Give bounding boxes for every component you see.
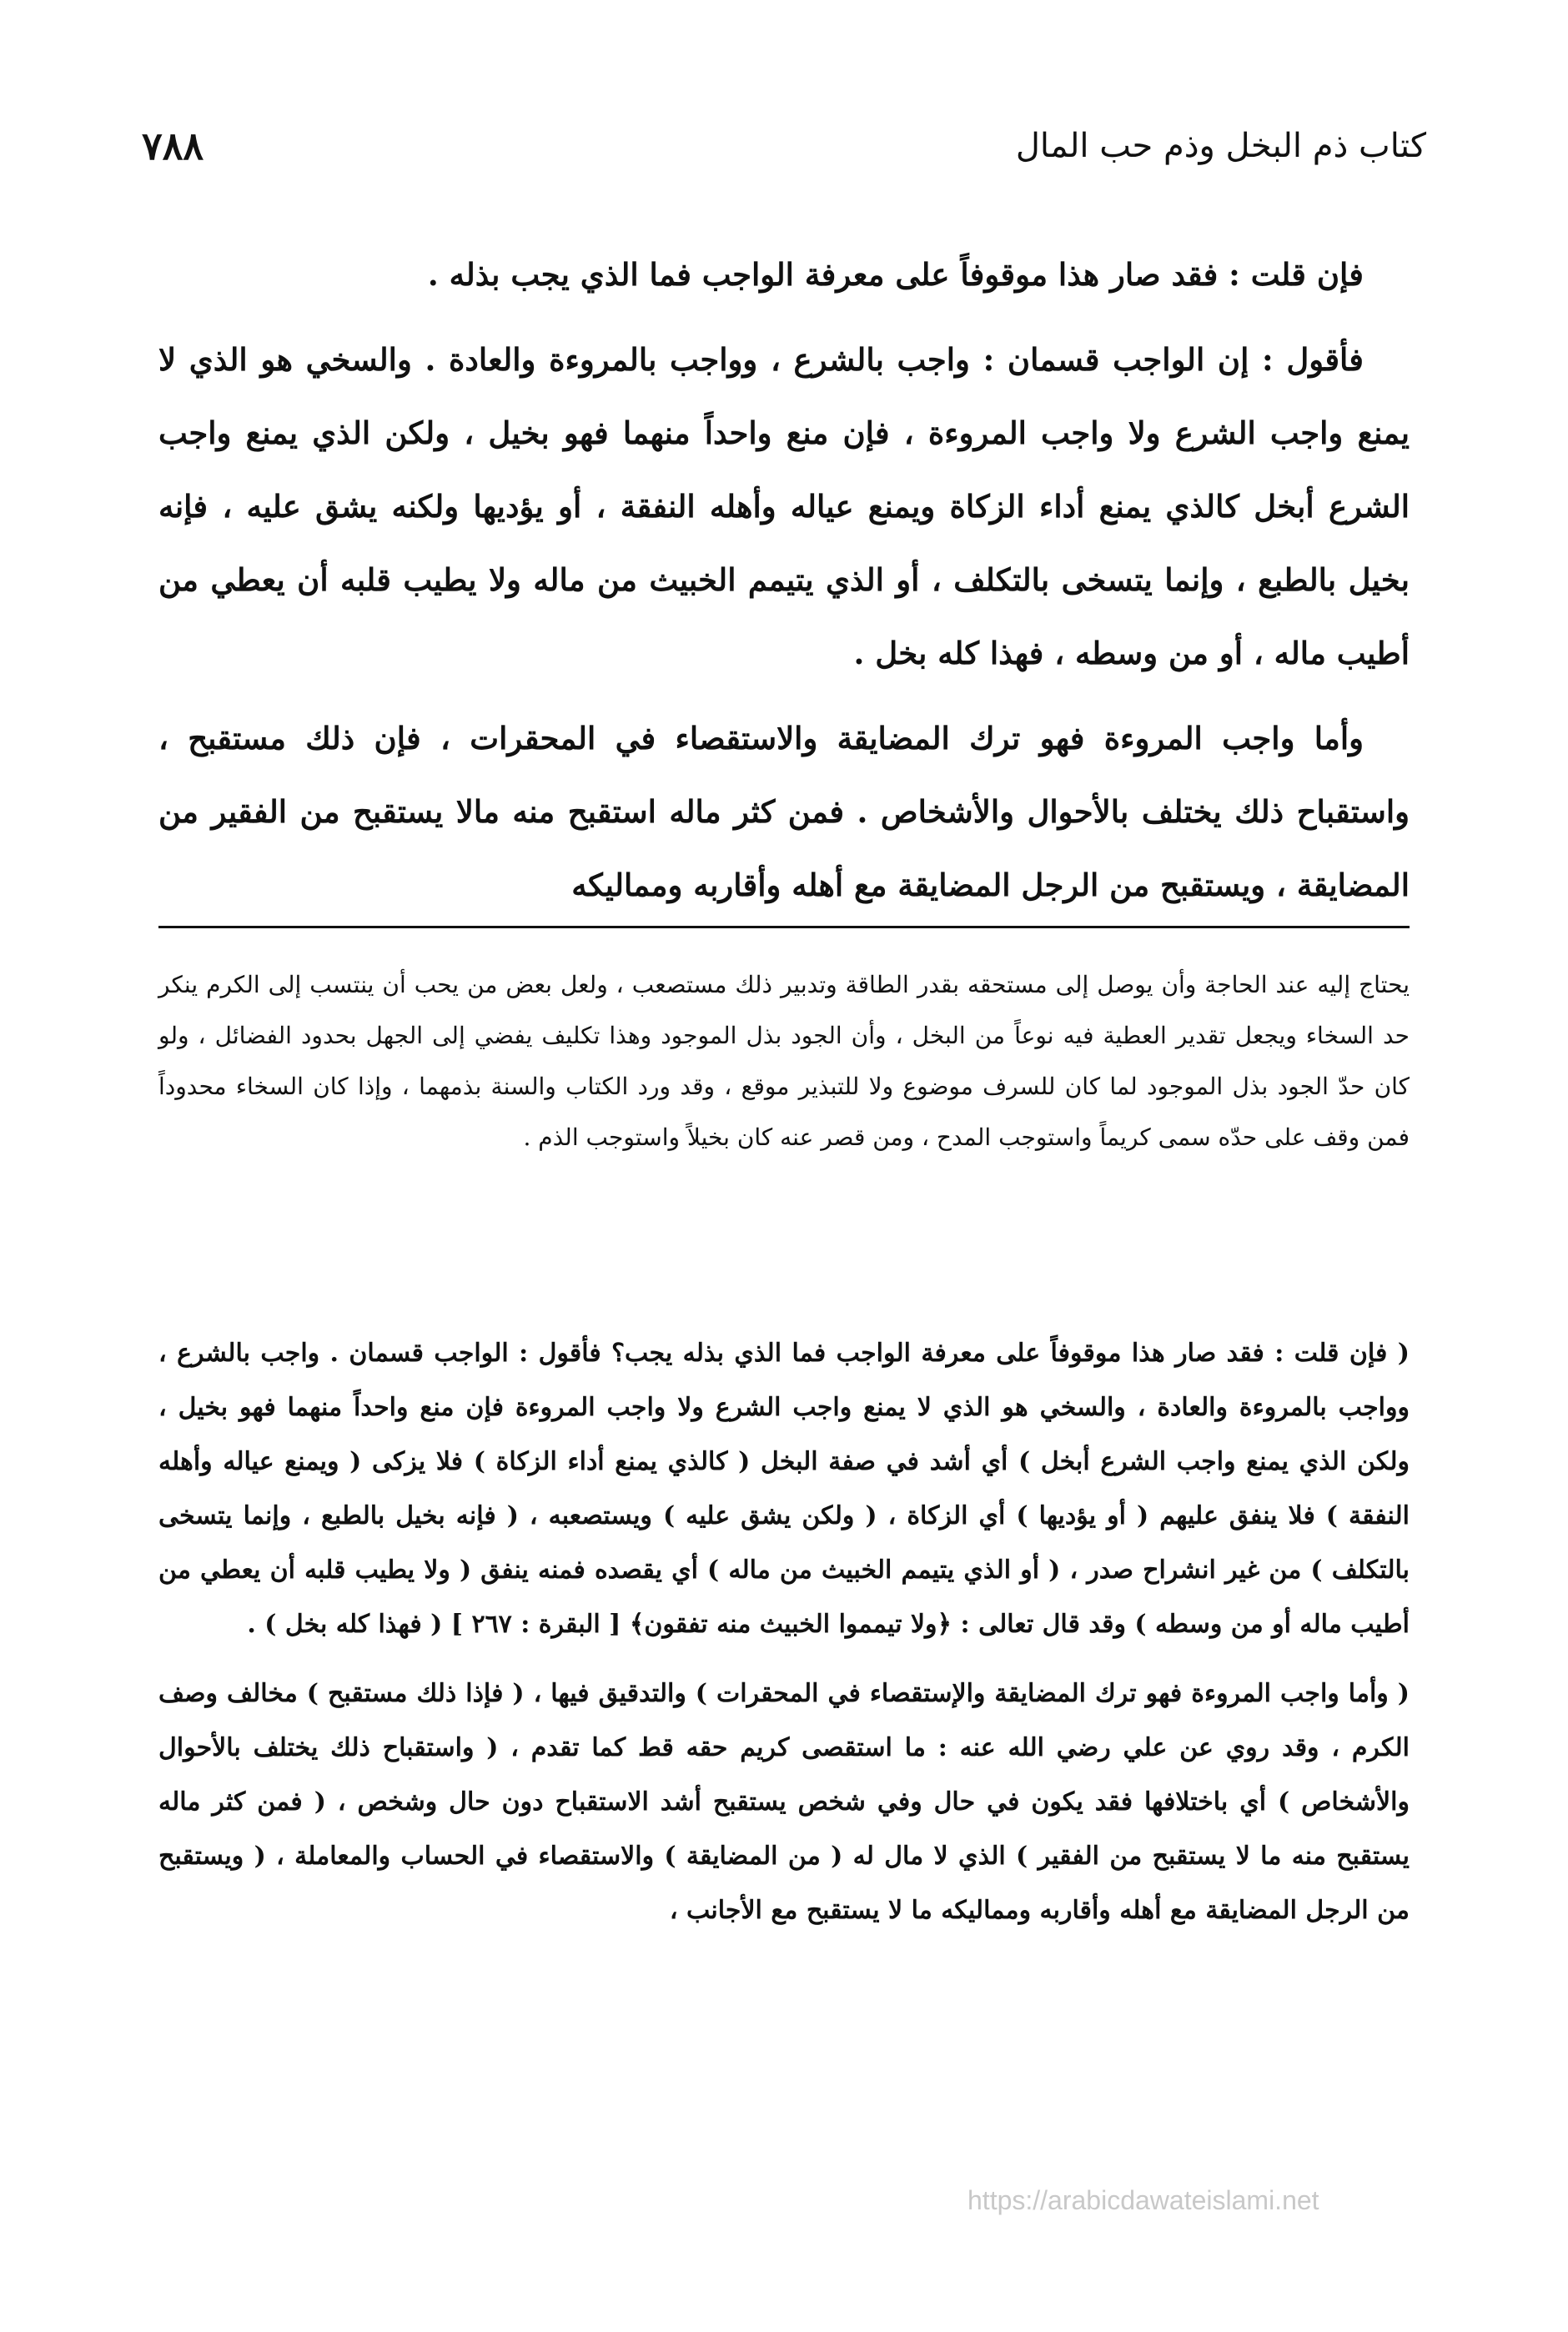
commentary-paragraph: ( وأما واجب المروءة فهو ترك المضايقة والإستقصاء في المحقرات ) والتدقيق فيها ، ( فإذا ذلك مستقبح ) مخالف وصف الكرم ، وقد روي عن علي رضي الله عنه : ما استقصى كريم حقه قط كما تقدم ، ( واستقباح ذلك يختلف بالأحوال والأشخاص ) أي باختلافها فقد يكون في حال وفي شخص يستقبح أشد الاستقباح دون حال وشخص ، ( فمن كثر ماله يستقبح منه ما لا يستقبح من الفقير ) الذي لا مال له ( من المضايقة ) والاستقصاء في الحساب والمعاملة ، ( ويستقبح من الرجل المضايقة مع أهله وأقاربه ومماليكه ما لا يستقبح مع الأجانب ،: [158, 1679, 1410, 1925]
main-text: [158, 238, 1410, 933]
footnote: [158, 959, 1410, 1163]
main-paragraph: وأما واجب المروءة فهو ترك المضايقة والاستقصاء في المحقرات ، فإن ذلك مستقبح ، واستقباح ذلك يختلف بالأحوال والأشخاص . فمن كثر ماله استقبح منه مالا يستقبح من الفقير من المضايقة ، ويستقبح من الرجل المضايقة مع أهله وأقاربه ومماليكه: [158, 720, 1410, 903]
footnote-text: يحتاج إليه عند الحاجة وأن يوصل إلى مستحقه بقدر الطاقة وتدبير ذلك مستصعب ، ولعل بعض من يحب أن ينتسب إلى الكرم ينكر حد السخاء ويجعل تقدير العطية فيه نوعاً من البخل ، وأن الجود بذل الموجود وهذا تكليف يفضي إلى الجهل بحدود الفضائل ، ولو كان حدّ الجود بذل الموجود لما كان للسرف موضوع ولا للتبذير موقع ، وقد ورد الكتاب والسنة بذمهما ، وإذا كان السخاء محدوداً فمن وقف على حدّه سمى كريماً واستوجب المدح ، ومن قصر عنه كان بخيلاً واستوجب الذم .: [158, 971, 1410, 1151]
book-title: كتاب ذم البخل وذم حب المال: [1015, 127, 1426, 165]
footnote-divider: [158, 926, 1410, 928]
watermark-url: https://arabicdawateislami.net: [967, 2185, 1319, 2215]
main-paragraph: فأقول : إن الواجب قسمان : واجب بالشرع ، وواجب بالمروءة والعادة . والسخي هو الذي لا يمنع واجب الشرع ولا واجب المروءة ، فإن منع واحداً منهما فهو بخيل ، ولكن الذي يمنع واجب الشرع أبخل كالذي يمنع أداء الزكاة ويمنع عياله وأهله النفقة ، أو يؤديها ولكنه يشق عليه ، فإنه بخيل بالطبع ، وإنما يتسخى بالتكلف ، أو الذي يتيمم الخبيث من ماله ولا يطيب قلبه أن يعطي من أطيب ماله ، أو من وسطه ، فهذا كله بخل .: [158, 341, 1410, 671]
commentary-paragraph: ( فإن قلت : فقد صار هذا موقوفاً على معرفة الواجب فما الذي بذله يجب؟ فأقول : الواجب قسمان . واجب بالشرع ، وواجب بالمروءة والعادة ، والسخي هو الذي لا يمنع واجب الشرع ولا واجب المروءة فإن منع واحداً منهما فهو بخيل ، ولكن الذي يمنع واجب الشرع أبخل ) أي أشد في صفة البخل ( كالذي يمنع أداء الزكاة ) فلا يزكى ( ويمنع عياله وأهله النفقة ) فلا ينفق عليهم ( أو يؤديها ) أي الزكاة ، ( ولكن يشق عليه ) ويستصعبه ، ( فإنه بخيل بالطبع ، وإنما يتسخى بالتكلف ) من غير انشراح صدر ، ( أو الذي يتيمم الخبيث من ماله ) أي يقصده فمنه ينفق ( ولا يطيب قلبه أن يعطي من أطيب ماله أو من وسطه ) وقد قال تعالى : ﴿ولا تيمموا الخبيث منه تفقون﴾ [ البقرة : ٢٦٧ ] ( فهذا كله بخل ) .: [158, 1339, 1410, 1639]
page-number: ٧٨٨: [142, 123, 204, 168]
main-paragraph: فإن قلت : فقد صار هذا موقوفاً على معرفة الواجب فما الذي يجب بذله .: [427, 256, 1364, 293]
commentary: [158, 1326, 1410, 1944]
page-header: [142, 117, 1426, 175]
